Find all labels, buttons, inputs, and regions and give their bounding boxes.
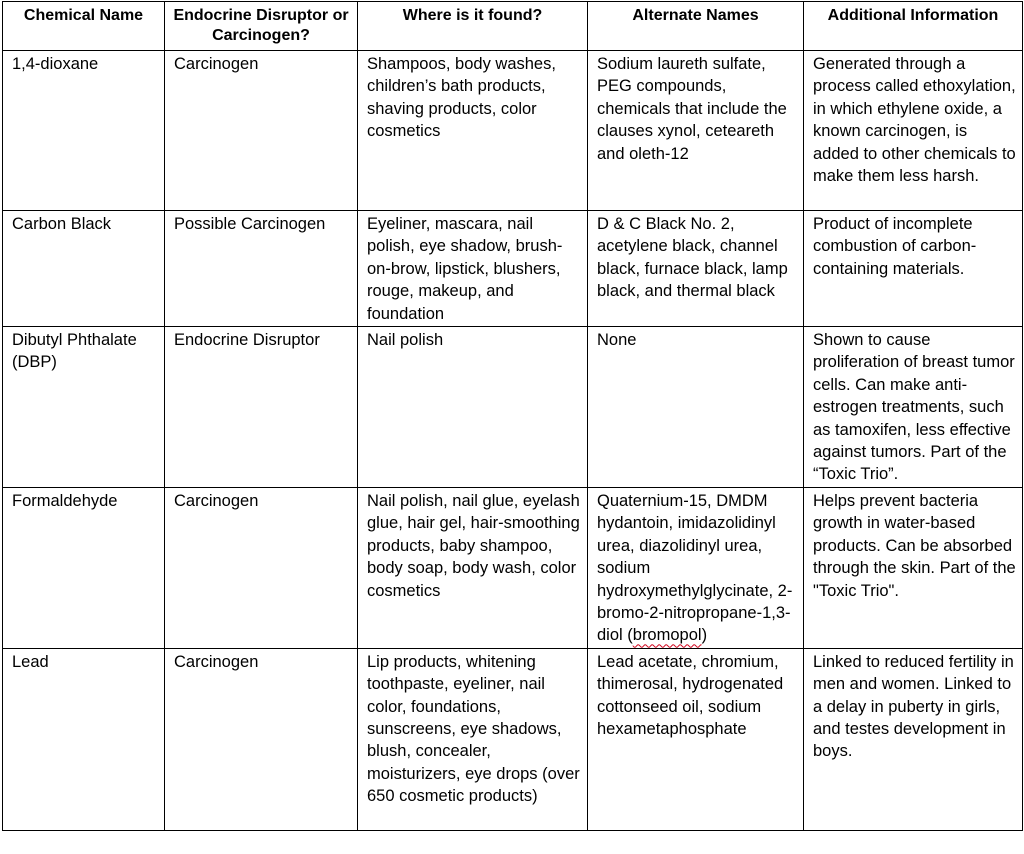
- chemicals-table: [2, 1, 1023, 831]
- table-row: [3, 51, 1023, 211]
- cell-alternate-names: None: [588, 327, 804, 488]
- header-chemical-name: Chemical Name: [3, 2, 165, 51]
- table-row: [3, 211, 1023, 327]
- cell-classification: Carcinogen: [165, 51, 358, 211]
- cell-alternate-names: [588, 487, 804, 648]
- table-row: [3, 327, 1023, 488]
- cell-where-found: Nail polish, nail glue, eyelash glue, hair gel, hair-smoothing products, baby shampoo, body soap, body wash, color cosmetics: [358, 487, 588, 648]
- header-where-found: Where is it found?: [358, 2, 588, 51]
- cell-chemical-name: 1,4-dioxane: [3, 51, 165, 211]
- table-row: [3, 487, 1023, 648]
- spellcheck-flagged-word[interactable]: bromopol: [632, 626, 702, 645]
- cell-classification: Carcinogen: [165, 487, 358, 648]
- cell-classification: Carcinogen: [165, 648, 358, 830]
- header-additional-info: Additional Information: [804, 2, 1023, 51]
- cell-chemical-name: Formaldehyde: [3, 487, 165, 648]
- cell-additional-info: Shown to cause proliferation of breast tumor cells. Can make anti-estrogen treatments, such as tamoxifen, less effective against tumors. Part of the “Toxic Trio”.: [804, 327, 1023, 488]
- cell-alternate-names: D & C Black No. 2, acetylene black, channel black, furnace black, lamp black, and thermal black: [588, 211, 804, 327]
- header-alternate-names: Alternate Names: [588, 2, 804, 51]
- cell-where-found: Shampoos, body washes, children’s bath products, shaving products, color cosmetics: [358, 51, 588, 211]
- cell-chemical-name: Carbon Black: [3, 211, 165, 327]
- cell-where-found: Lip products, whitening toothpaste, eyeliner, nail color, foundations, sunscreens, eye shadows, blush, concealer, moisturizers, eye drops (over 650 cosmetic products): [358, 648, 588, 830]
- cell-chemical-name: Dibutyl Phthalate (DBP): [3, 327, 165, 488]
- table-row: [3, 648, 1023, 830]
- alternate-names-text: Quaternium-15, DMDM hydantoin, imidazolidinyl urea, diazolidinyl urea, sodium hydroxymethylglycinate, 2-bromo-2-nitropropane-1,3-diol (: [597, 491, 793, 645]
- cell-alternate-names: Lead acetate, chromium, thimerosal, hydrogenated cottonseed oil, sodium hexametaphosphate: [588, 648, 804, 830]
- cell-additional-info: Helps prevent bacteria growth in water-based products. Can be absorbed through the skin. Part of the "Toxic Trio".: [804, 487, 1023, 648]
- cell-additional-info: Product of incomplete combustion of carbon-containing materials.: [804, 211, 1023, 327]
- header-classification: Endocrine Disruptor or Carcinogen?: [165, 2, 358, 51]
- cell-where-found: Nail polish: [358, 327, 588, 488]
- cell-alternate-names: Sodium laureth sulfate, PEG compounds, chemicals that include the clauses xynol, ceteareth and oleth-12: [588, 51, 804, 211]
- cell-where-found: Eyeliner, mascara, nail polish, eye shadow, brush-on-brow, lipstick, blushers, rouge, makeup, and foundation: [358, 211, 588, 327]
- cell-chemical-name: Lead: [3, 648, 165, 830]
- table-header-row: [3, 2, 1023, 51]
- cell-classification: Endocrine Disruptor: [165, 327, 358, 488]
- cell-additional-info: Linked to reduced fertility in men and women. Linked to a delay in puberty in girls, and testes development in boys.: [804, 648, 1023, 830]
- cell-classification: Possible Carcinogen: [165, 211, 358, 327]
- alternate-names-close-paren: ): [701, 626, 708, 645]
- cell-additional-info: Generated through a process called ethoxylation, in which ethylene oxide, a known carcinogen, is added to other chemicals to make them less harsh.: [804, 51, 1023, 211]
